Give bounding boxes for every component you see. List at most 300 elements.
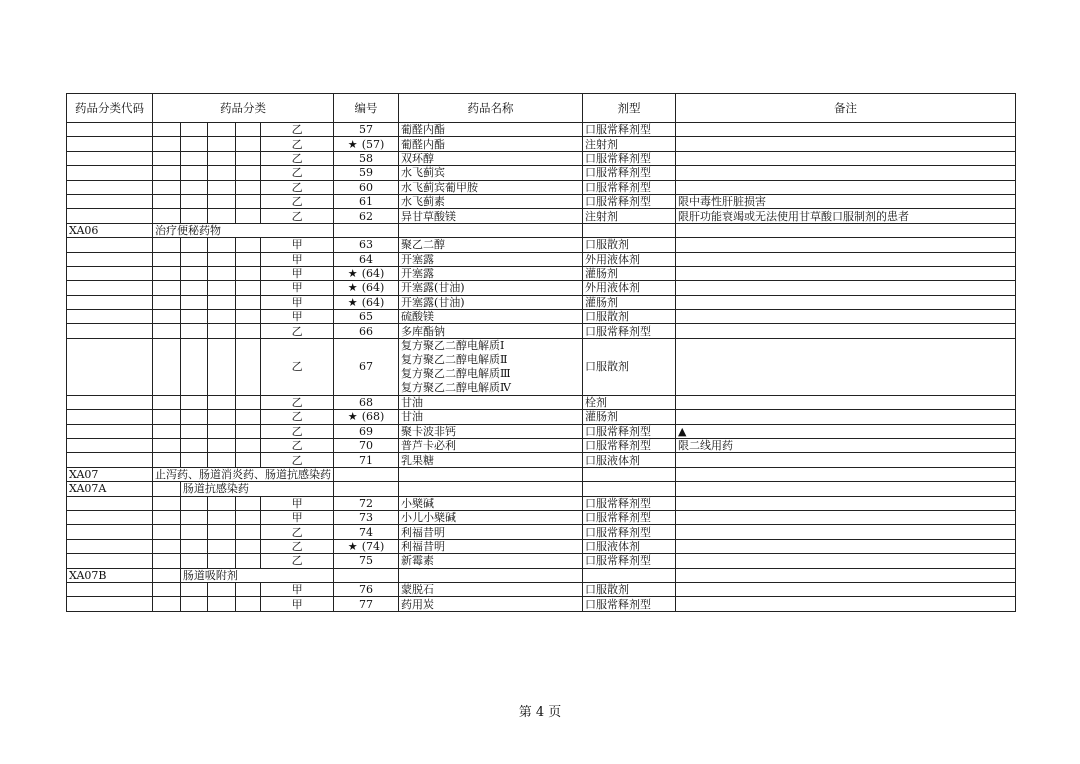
category-indent: [207, 194, 235, 208]
code-cell: [67, 194, 153, 208]
category-indent: [207, 439, 235, 453]
code-cell: [67, 410, 153, 424]
drug-number: 64: [359, 252, 373, 266]
code-cell: [67, 424, 153, 438]
drug-name: 聚乙二醇: [399, 238, 583, 252]
category-indent: [235, 324, 261, 338]
dosage-form: 外用液体剂: [583, 281, 676, 295]
remark: [676, 582, 1016, 596]
remark: [676, 597, 1016, 611]
remark: [676, 137, 1016, 151]
remark-cell: [676, 482, 1016, 496]
table-row: [67, 510, 1016, 524]
code-cell: [67, 582, 153, 596]
category-indent: [235, 166, 261, 180]
grade-cell: 甲: [261, 252, 334, 266]
drug-number: (74): [361, 539, 385, 553]
category-label: 止泻药、肠道消炎药、肠道抗感染药: [153, 467, 334, 481]
category-row: [67, 223, 1016, 237]
category-indent: [153, 310, 181, 324]
category-indent: [153, 568, 181, 582]
drug-number: 72: [359, 496, 373, 510]
remark: [676, 266, 1016, 280]
category-indent: [180, 597, 207, 611]
category-indent: [153, 123, 181, 137]
dosage-form: 口服常释剂型: [583, 525, 676, 539]
drug-name: 药用炭: [399, 597, 583, 611]
dosage-form: 口服散剂: [583, 238, 676, 252]
code-cell: [67, 151, 153, 165]
category-indent: [235, 338, 261, 395]
category-indent: [235, 137, 261, 151]
category-indent: [207, 166, 235, 180]
code-cell: [67, 281, 153, 295]
grade-cell: 甲: [261, 510, 334, 524]
grade-cell: 乙: [261, 209, 334, 223]
category-indent: [235, 424, 261, 438]
dosage-form: 灌肠剂: [583, 295, 676, 309]
category-indent: [235, 310, 261, 324]
category-indent: [153, 482, 181, 496]
category-indent: [180, 395, 207, 409]
star-icon: ★: [347, 281, 358, 295]
remark: [676, 324, 1016, 338]
drug-number: 63: [359, 238, 373, 252]
category-code: XA06: [67, 223, 153, 237]
number-cell: [334, 554, 399, 568]
category-indent: [180, 310, 207, 324]
category-indent: [180, 180, 207, 194]
category-indent: [153, 180, 181, 194]
form-cell: [583, 223, 676, 237]
category-label: 治疗便秘药物: [153, 223, 334, 237]
drug-name: 复方聚乙二醇电解质Ⅳ: [401, 380, 511, 394]
drug-name: 小檗碱: [399, 496, 583, 510]
drug-number: (64): [361, 295, 385, 309]
category-indent: [207, 453, 235, 467]
category-code: XA07A: [67, 482, 153, 496]
remark: [676, 525, 1016, 539]
drug-name: 复方聚乙二醇电解质Ⅰ: [401, 338, 505, 352]
table-row: [67, 424, 1016, 438]
category-indent: [207, 209, 235, 223]
dosage-form: 外用液体剂: [583, 252, 676, 266]
category-indent: [180, 324, 207, 338]
drug-number: 61: [359, 195, 373, 209]
code-cell: [67, 266, 153, 280]
table-row: [67, 410, 1016, 424]
category-indent: [235, 151, 261, 165]
grade-cell: 甲: [261, 266, 334, 280]
drug-name: 聚卡波非钙: [399, 424, 583, 438]
category-indent: [180, 238, 207, 252]
form-cell: [583, 467, 676, 481]
drug-number: 57: [359, 123, 373, 137]
drug-name: 利福昔明: [399, 539, 583, 553]
number-cell: [334, 597, 399, 611]
drug-number: 66: [359, 324, 373, 338]
category-indent: [180, 510, 207, 524]
number-cell: [334, 410, 399, 424]
grade-cell: 乙: [261, 137, 334, 151]
drug-name: 蒙脱石: [399, 582, 583, 596]
drug-name: 普芦卡必利: [399, 439, 583, 453]
drug-name: 葡醛内酯: [399, 137, 583, 151]
number-cell: [334, 223, 399, 237]
category-indent: [153, 338, 181, 395]
category-indent: [153, 295, 181, 309]
grade-cell: 乙: [261, 554, 334, 568]
number-cell: [334, 395, 399, 409]
dosage-form: 口服常释剂型: [583, 496, 676, 510]
drug-name: 双环醇: [399, 151, 583, 165]
category-indent: [235, 238, 261, 252]
number-cell: [334, 482, 399, 496]
category-indent: [207, 338, 235, 395]
code-cell: [67, 510, 153, 524]
table-row: [67, 310, 1016, 324]
category-indent: [153, 266, 181, 280]
category-indent: [153, 324, 181, 338]
remark: [676, 554, 1016, 568]
category-indent: [207, 295, 235, 309]
dosage-form: 口服常释剂型: [583, 597, 676, 611]
number-cell: [334, 281, 399, 295]
drug-number: 59: [359, 166, 373, 180]
category-indent: [180, 554, 207, 568]
category-indent: [180, 209, 207, 223]
category-indent: [207, 310, 235, 324]
drug-number: 58: [359, 151, 373, 165]
star-icon: ★: [347, 267, 358, 281]
table-row: [67, 554, 1016, 568]
header-number: 编号: [334, 94, 399, 123]
category-indent: [235, 439, 261, 453]
category-indent: [153, 496, 181, 510]
drug-name-cell: [399, 338, 583, 395]
category-indent: [207, 554, 235, 568]
dosage-form: 灌肠剂: [583, 410, 676, 424]
category-indent: [180, 582, 207, 596]
remark: [676, 496, 1016, 510]
category-label: 肠道抗感染药: [180, 482, 333, 496]
table-row: [67, 439, 1016, 453]
dosage-form: 口服散剂: [583, 582, 676, 596]
category-indent: [207, 324, 235, 338]
code-cell: [67, 137, 153, 151]
category-indent: [180, 496, 207, 510]
dosage-form: 口服常释剂型: [583, 324, 676, 338]
table-row: [67, 395, 1016, 409]
number-cell: [334, 539, 399, 553]
category-label: 肠道吸附剂: [180, 568, 333, 582]
dosage-form: 口服散剂: [583, 310, 676, 324]
table-row: [67, 496, 1016, 510]
remark: [676, 180, 1016, 194]
drug-number: 65: [359, 310, 373, 324]
category-indent: [153, 453, 181, 467]
category-indent: [235, 194, 261, 208]
code-cell: [67, 295, 153, 309]
code-cell: [67, 338, 153, 395]
number-cell: [334, 180, 399, 194]
category-row: [67, 467, 1016, 481]
category-indent: [180, 439, 207, 453]
category-indent: [235, 525, 261, 539]
header-form: 剂型: [583, 94, 676, 123]
category-code: XA07B: [67, 568, 153, 582]
category-indent: [207, 395, 235, 409]
table-row: [67, 597, 1016, 611]
table-row: [67, 266, 1016, 280]
drug-name: 甘油: [399, 395, 583, 409]
drug-name: 开塞露(甘油): [399, 281, 583, 295]
grade-cell: 乙: [261, 324, 334, 338]
number-cell: [334, 439, 399, 453]
drug-number: (64): [361, 267, 385, 281]
name-cell: [399, 482, 583, 496]
drug-number: 76: [359, 583, 373, 597]
category-indent: [153, 410, 181, 424]
category-indent: [153, 424, 181, 438]
category-indent: [180, 151, 207, 165]
grade-cell: 乙: [261, 338, 334, 395]
drug-name: 开塞露: [399, 266, 583, 280]
drug-name: 乳果糖: [399, 453, 583, 467]
star-icon: ★: [347, 137, 358, 151]
category-indent: [180, 252, 207, 266]
table-row: [67, 166, 1016, 180]
category-indent: [207, 180, 235, 194]
remark-cell: [676, 223, 1016, 237]
category-indent: [235, 180, 261, 194]
number-cell: [334, 123, 399, 137]
number-cell: [334, 209, 399, 223]
drug-name: 葡醛内酯: [399, 123, 583, 137]
category-indent: [153, 209, 181, 223]
category-indent: [153, 597, 181, 611]
code-cell: [67, 554, 153, 568]
drug-number: 74: [359, 525, 373, 539]
number-cell: [334, 467, 399, 481]
category-indent: [235, 410, 261, 424]
category-indent: [235, 554, 261, 568]
number-cell: [334, 424, 399, 438]
grade-cell: 乙: [261, 395, 334, 409]
grade-cell: 甲: [261, 582, 334, 596]
number-cell: [334, 295, 399, 309]
dosage-form: 注射剂: [583, 209, 676, 223]
category-indent: [180, 410, 207, 424]
drug-number: 67: [359, 360, 373, 374]
drug-number: 70: [359, 439, 373, 453]
number-cell: [334, 266, 399, 280]
drug-name: 复方聚乙二醇电解质Ⅲ: [401, 366, 511, 380]
table-row: [67, 582, 1016, 596]
drug-name: 水飞蓟宾葡甲胺: [399, 180, 583, 194]
category-indent: [180, 266, 207, 280]
code-cell: [67, 166, 153, 180]
remark: 限中毒性肝脏损害: [676, 194, 1016, 208]
number-cell: [334, 252, 399, 266]
category-indent: [207, 424, 235, 438]
code-cell: [67, 525, 153, 539]
table-row: [67, 252, 1016, 266]
category-indent: [153, 582, 181, 596]
grade-cell: 乙: [261, 453, 334, 467]
drug-number: 68: [359, 396, 373, 410]
code-cell: [67, 238, 153, 252]
grade-cell: 甲: [261, 238, 334, 252]
drug-name: 利福昔明: [399, 525, 583, 539]
number-cell: [334, 194, 399, 208]
number-cell: [334, 453, 399, 467]
category-indent: [180, 539, 207, 553]
number-cell: [334, 496, 399, 510]
category-indent: [235, 453, 261, 467]
drug-name: 水飞蓟素: [399, 194, 583, 208]
drug-name: 水飞蓟宾: [399, 166, 583, 180]
dosage-form: 口服常释剂型: [583, 424, 676, 438]
drug-number: 77: [359, 597, 373, 611]
number-cell: [334, 137, 399, 151]
remark: [676, 151, 1016, 165]
grade-cell: 乙: [261, 151, 334, 165]
dosage-form: 口服液体剂: [583, 453, 676, 467]
grade-cell: 乙: [261, 180, 334, 194]
number-cell: [334, 151, 399, 165]
dosage-form: 灌肠剂: [583, 266, 676, 280]
grade-cell: 乙: [261, 123, 334, 137]
table-row: [67, 209, 1016, 223]
category-indent: [207, 510, 235, 524]
code-cell: [67, 439, 153, 453]
category-indent: [153, 194, 181, 208]
code-cell: [67, 310, 153, 324]
dosage-form: 口服常释剂型: [583, 510, 676, 524]
name-cell: [399, 223, 583, 237]
category-indent: [235, 539, 261, 553]
category-indent: [153, 281, 181, 295]
table-row: [67, 324, 1016, 338]
table-row: [67, 525, 1016, 539]
remark: [676, 338, 1016, 395]
remark: [676, 510, 1016, 524]
category-indent: [235, 295, 261, 309]
table-row: [67, 539, 1016, 553]
drug-number: (68): [361, 410, 385, 424]
remark: [676, 281, 1016, 295]
remark: 限二线用药: [676, 439, 1016, 453]
dosage-form: 口服常释剂型: [583, 194, 676, 208]
number-cell: [334, 510, 399, 524]
grade-cell: 乙: [261, 424, 334, 438]
category-indent: [180, 295, 207, 309]
category-indent: [180, 194, 207, 208]
number-cell: [334, 568, 399, 582]
remark: [676, 238, 1016, 252]
dosage-form: 口服常释剂型: [583, 151, 676, 165]
grade-cell: 乙: [261, 439, 334, 453]
category-indent: [153, 539, 181, 553]
grade-cell: 乙: [261, 525, 334, 539]
remark: [676, 395, 1016, 409]
category-indent: [180, 281, 207, 295]
code-cell: [67, 539, 153, 553]
table-row: [67, 137, 1016, 151]
category-indent: [207, 539, 235, 553]
category-indent: [153, 151, 181, 165]
category-indent: [180, 137, 207, 151]
drug-name: 新霉素: [399, 554, 583, 568]
name-cell: [399, 467, 583, 481]
category-indent: [153, 166, 181, 180]
number-cell: [334, 582, 399, 596]
table-row: [67, 194, 1016, 208]
drug-name: 开塞露: [399, 252, 583, 266]
category-indent: [207, 582, 235, 596]
category-row: [67, 482, 1016, 496]
dosage-form: 口服常释剂型: [583, 166, 676, 180]
category-indent: [235, 496, 261, 510]
grade-cell: 甲: [261, 295, 334, 309]
category-indent: [207, 238, 235, 252]
drug-number: 60: [359, 180, 373, 194]
drug-number: 75: [359, 554, 373, 568]
grade-cell: 乙: [261, 194, 334, 208]
remark: 限肝功能衰竭或无法使用甘草酸口服制剂的患者: [676, 209, 1016, 223]
star-icon: ★: [347, 410, 358, 424]
drug-name: 硫酸镁: [399, 310, 583, 324]
category-indent: [207, 252, 235, 266]
number-cell: [334, 166, 399, 180]
grade-cell: 甲: [261, 281, 334, 295]
table-row: [67, 238, 1016, 252]
table-row: [67, 338, 1016, 395]
grade-cell: 甲: [261, 310, 334, 324]
category-indent: [207, 496, 235, 510]
category-indent: [180, 123, 207, 137]
category-indent: [235, 123, 261, 137]
grade-cell: 乙: [261, 410, 334, 424]
category-indent: [235, 266, 261, 280]
drug-number: 62: [359, 209, 373, 223]
category-indent: [235, 209, 261, 223]
table-row: [67, 281, 1016, 295]
drug-name: 异甘草酸镁: [399, 209, 583, 223]
category-row: [67, 568, 1016, 582]
code-cell: [67, 209, 153, 223]
code-cell: [67, 496, 153, 510]
category-indent: [235, 252, 261, 266]
drug-table: [66, 93, 1016, 612]
category-indent: [207, 266, 235, 280]
category-indent: [153, 252, 181, 266]
number-cell: [334, 324, 399, 338]
category-indent: [153, 395, 181, 409]
remark: [676, 310, 1016, 324]
category-code: XA07: [67, 467, 153, 481]
category-indent: [207, 151, 235, 165]
category-indent: [235, 582, 261, 596]
grade-cell: 甲: [261, 496, 334, 510]
category-indent: [207, 597, 235, 611]
category-indent: [153, 554, 181, 568]
code-cell: [67, 597, 153, 611]
star-icon: ★: [347, 295, 358, 309]
drug-number: 69: [359, 424, 373, 438]
remark: [676, 123, 1016, 137]
